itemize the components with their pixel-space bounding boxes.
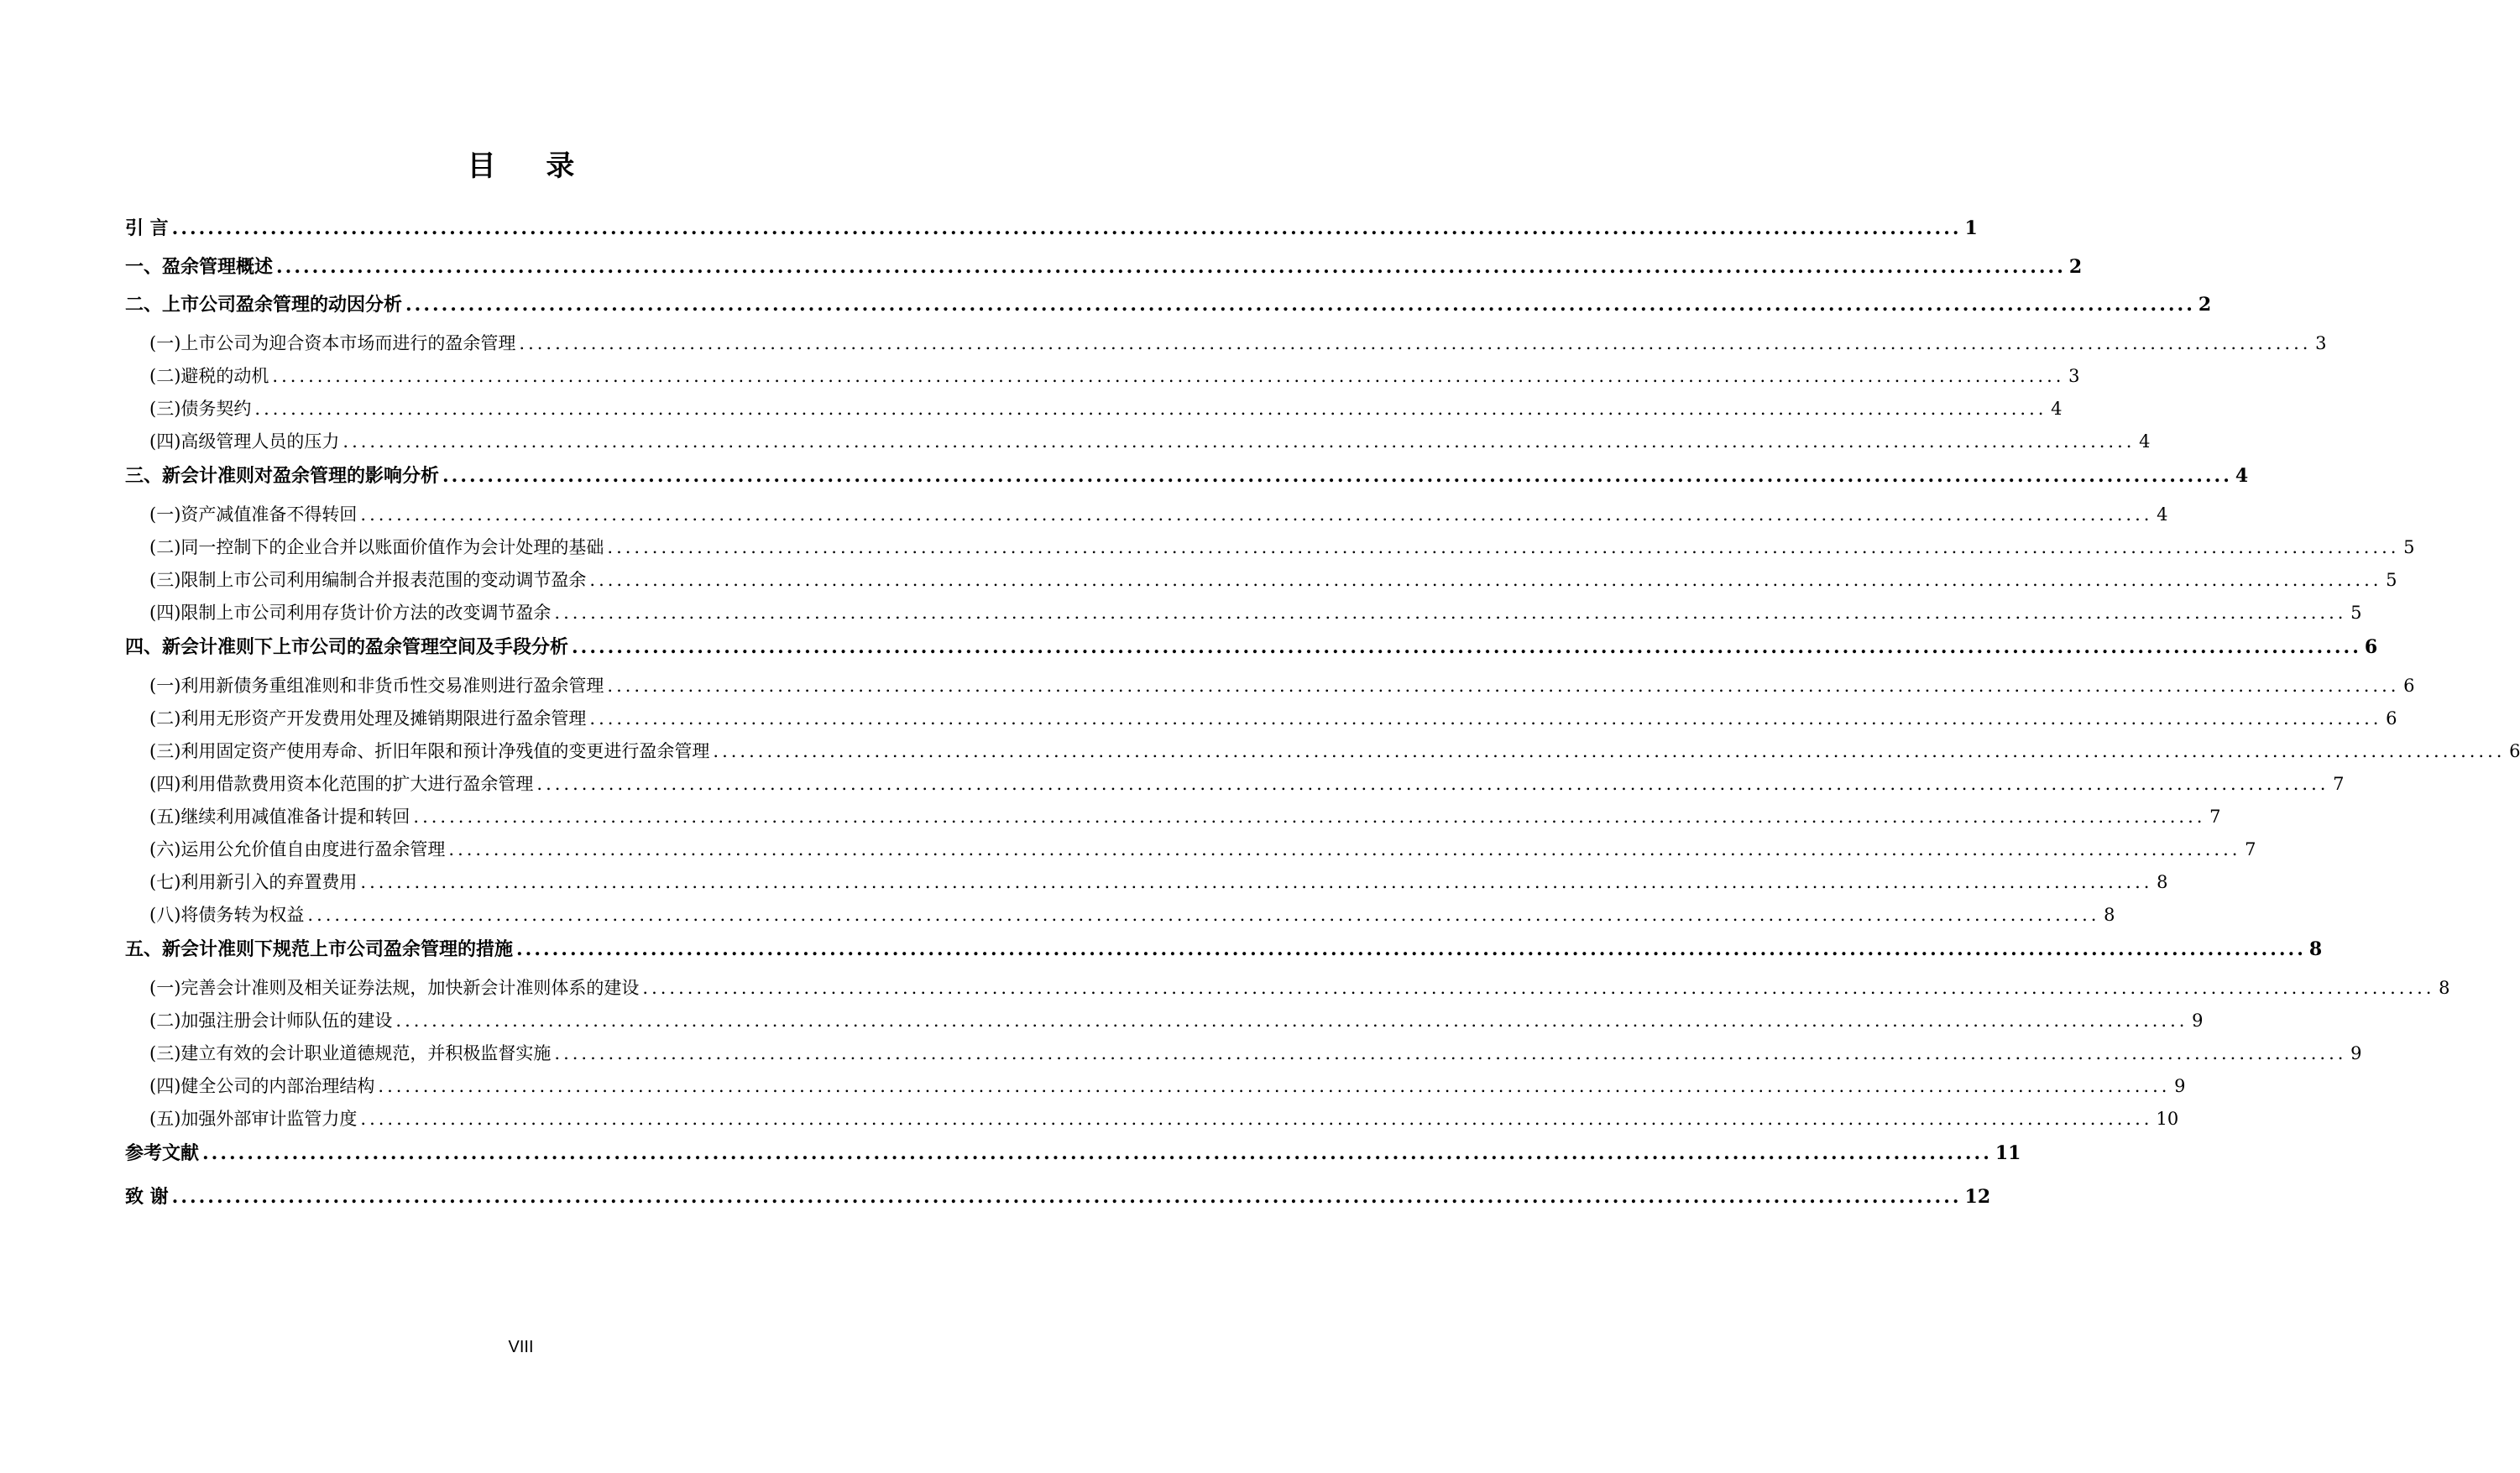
toc-entry-page: 12	[1964, 1186, 1991, 1208]
toc-entry-page: 6	[2386, 708, 2397, 729]
toc-entry-title: (八)将债务转为权益	[149, 905, 305, 925]
toc-entry-page: 10	[2156, 1109, 2179, 1129]
toc-entry-title: (四)限制上市公司利用存货计价方法的改变调节盈余	[149, 603, 552, 623]
toc-entry-page: 7	[2333, 774, 2345, 794]
toc-entry[interactable]	[149, 1104, 2179, 1131]
toc-entry-page: 5	[2403, 537, 2415, 557]
toc-leader-dots: ........................................................................................................................................................................................................	[360, 1109, 2153, 1129]
toc-leader-dots: ........................................................................................................................................................................................................	[395, 1011, 2188, 1031]
toc-entry[interactable]	[149, 1071, 2186, 1098]
toc-entry[interactable]	[149, 532, 2415, 559]
toc-entry-page: 2	[2198, 294, 2212, 316]
toc-entry-page: 7	[2209, 807, 2221, 827]
toc-leader-dots: ........................................................................................................................................................................................................	[516, 938, 2306, 960]
toc-entry-page: 9	[2192, 1011, 2204, 1031]
toc-entry[interactable]	[149, 426, 2151, 453]
toc-entry-page: 1	[1964, 217, 1978, 239]
page-number: VIII	[508, 1338, 534, 1356]
toc-entry[interactable]	[149, 499, 2168, 526]
toc-entry-page: 11	[1995, 1142, 2021, 1164]
toc-entry[interactable]	[149, 736, 2520, 763]
toc-entry-page: 2	[2068, 256, 2083, 278]
toc-entry-title: (一)完善会计准则及相关证券法规，加快新会计准则体系的建设	[149, 978, 640, 998]
toc-entry-page: 3	[2068, 366, 2080, 386]
toc-entry-page: 6	[2509, 741, 2520, 761]
toc-entry[interactable]	[149, 834, 2256, 861]
toc-entry-title: (六)运用公允价值自由度进行盈余管理	[149, 839, 446, 859]
toc-leader-dots: ........................................................................................................................................................................................................	[536, 774, 2329, 794]
toc-entry-title: 四、新会计准则下上市公司的盈余管理空间及手段分析	[125, 636, 569, 658]
toc-leader-dots: ........................................................................................................................................................................................................	[307, 905, 2100, 925]
toc-leader-dots: ........................................................................................................................................................................................................	[405, 294, 2195, 316]
toc-leader-dots: ........................................................................................................................................................................................................	[607, 676, 2400, 696]
toc-entry-title: 三、新会计准则对盈余管理的影响分析	[125, 465, 440, 487]
toc-entry-title: 参考文献	[125, 1142, 200, 1164]
toc-entry-page: 8	[2157, 872, 2168, 892]
toc-entry[interactable]	[149, 973, 2450, 1000]
toc-entry-title: (五)继续利用减值准备计提和转回	[149, 807, 410, 827]
toc-entry-title: 五、新会计准则下规范上市公司盈余管理的措施	[125, 938, 514, 960]
toc-entry[interactable]	[125, 252, 2083, 279]
toc-entry[interactable]	[149, 703, 2397, 730]
toc-leader-dots: ........................................................................................................................................................................................................	[276, 256, 2066, 278]
toc-entry[interactable]	[125, 1182, 1991, 1209]
toc-leader-dots: ........................................................................................................................................................................................................	[254, 399, 2047, 419]
toc-entry[interactable]	[149, 328, 2327, 355]
toc-leader-dots: ........................................................................................................................................................................................................	[448, 839, 2241, 859]
toc-entry-title: (一)利用新债务重组准则和非货币性交易准则进行盈余管理	[149, 676, 604, 696]
toc-entry-page: 4	[2051, 399, 2063, 419]
toc-entry-page: 5	[2350, 603, 2362, 623]
toc-entry-page: 4	[2157, 504, 2168, 525]
toc-leader-dots: ........................................................................................................................................................................................................	[589, 570, 2382, 590]
toc-entry-page: 6	[2403, 676, 2415, 696]
toc-entry-title: (二)同一控制下的企业合并以账面价值作为会计处理的基础	[149, 537, 604, 557]
toc-entry[interactable]	[149, 1038, 2362, 1065]
toc-entry[interactable]	[125, 290, 2212, 316]
toc-entry-title: (二)加强注册会计师队伍的建设	[149, 1011, 393, 1031]
toc-entry-title: 一、盈余管理概述	[125, 256, 274, 278]
toc-entry[interactable]	[149, 394, 2063, 420]
toc-entry-title: (四)健全公司的内部治理结构	[149, 1076, 375, 1096]
toc-entry-title: (三)利用固定资产使用寿命、折旧年限和预计净残值的变更进行盈余管理	[149, 741, 710, 761]
toc-entry-title: (七)利用新引入的弃置费用	[149, 872, 358, 892]
toc-entry-page: 3	[2315, 333, 2327, 353]
toc-leader-dots: ........................................................................................................................................................................................................	[413, 807, 2206, 827]
toc-leader-dots: ........................................................................................................................................................................................................	[554, 603, 2347, 623]
toc-entry-title: (一)上市公司为迎合资本市场而进行的盈余管理	[149, 333, 516, 353]
toc-leader-dots: ........................................................................................................................................................................................................	[202, 1142, 1992, 1164]
toc-leader-dots: ........................................................................................................................................................................................................	[607, 537, 2400, 557]
toc-entry-title: (一)资产减值准备不得转回	[149, 504, 358, 525]
toc-entry[interactable]	[149, 900, 2115, 927]
toc-entry-title: (三)建立有效的会计职业道德规范，并积极监督实施	[149, 1043, 552, 1063]
toc-entry-page: 9	[2350, 1043, 2362, 1063]
toc-entry-title: (五)加强外部审计监管力度	[149, 1109, 358, 1129]
toc-entry[interactable]	[125, 461, 2249, 488]
toc-leader-dots: ........................................................................................................................................................................................................	[642, 978, 2435, 998]
toc-entry-title: 致 谢	[125, 1186, 169, 1208]
toc-leader-dots: ........................................................................................................................................................................................................	[589, 708, 2382, 729]
toc-entry[interactable]	[149, 769, 2345, 796]
toc-entry-title: (二)利用无形资产开发费用处理及摊销期限进行盈余管理	[149, 708, 587, 729]
toc-title: 目 录	[467, 149, 595, 183]
toc-entry-title: (四)利用借款费用资本化范围的扩大进行盈余管理	[149, 774, 534, 794]
toc-entry[interactable]	[125, 632, 2378, 659]
toc-entry-page: 8	[2104, 905, 2115, 925]
toc-entry[interactable]	[149, 361, 2080, 388]
toc-entry[interactable]	[149, 1006, 2204, 1032]
toc-entry-page: 4	[2139, 431, 2151, 452]
toc-leader-dots: ........................................................................................................................................................................................................	[360, 872, 2153, 892]
toc-entry[interactable]	[149, 867, 2168, 894]
toc-entry-page: 5	[2386, 570, 2397, 590]
toc-entry[interactable]	[125, 1138, 2021, 1165]
toc-leader-dots: ........................................................................................................................................................................................................	[713, 741, 2506, 761]
toc-entry[interactable]	[149, 671, 2415, 697]
toc-leader-dots: ........................................................................................................................................................................................................	[554, 1043, 2347, 1063]
toc-entry-title: 二、上市公司盈余管理的动因分析	[125, 294, 403, 316]
toc-entry[interactable]	[149, 802, 2221, 828]
toc-leader-dots: ........................................................................................................................................................................................................	[171, 217, 1962, 239]
toc-entry-title: (二)避税的动机	[149, 366, 269, 386]
toc-entry-page: 7	[2245, 839, 2256, 859]
toc-entry-page: 6	[2364, 636, 2378, 658]
toc-leader-dots: ........................................................................................................................................................................................................	[342, 431, 2136, 452]
toc-entry-title: 引 言	[125, 217, 169, 239]
toc-leader-dots: ........................................................................................................................................................................................................	[171, 1186, 1962, 1208]
toc-leader-dots: ........................................................................................................................................................................................................	[519, 333, 2312, 353]
toc-entry-title: (三)限制上市公司利用编制合并报表范围的变动调节盈余	[149, 570, 587, 590]
toc-entry-page: 8	[2439, 978, 2450, 998]
toc-leader-dots: ........................................................................................................................................................................................................	[442, 465, 2232, 487]
toc-leader-dots: ........................................................................................................................................................................................................	[378, 1076, 2171, 1096]
toc-entry-page: 9	[2174, 1076, 2186, 1096]
toc-leader-dots: ........................................................................................................................................................................................................	[272, 366, 2065, 386]
toc-entry-title: (四)高级管理人员的压力	[149, 431, 340, 452]
toc-entry[interactable]	[149, 598, 2362, 624]
toc-entry-page: 4	[2235, 465, 2249, 487]
toc-entry-page: 8	[2308, 938, 2323, 960]
toc-entry[interactable]	[149, 565, 2397, 592]
toc-entry-title: (三)债务契约	[149, 399, 252, 419]
toc-leader-dots: ........................................................................................................................................................................................................	[360, 504, 2153, 525]
toc-entry[interactable]	[125, 213, 1978, 240]
toc-leader-dots: ........................................................................................................................................................................................................	[572, 636, 2361, 658]
toc-entry[interactable]	[125, 934, 2323, 961]
